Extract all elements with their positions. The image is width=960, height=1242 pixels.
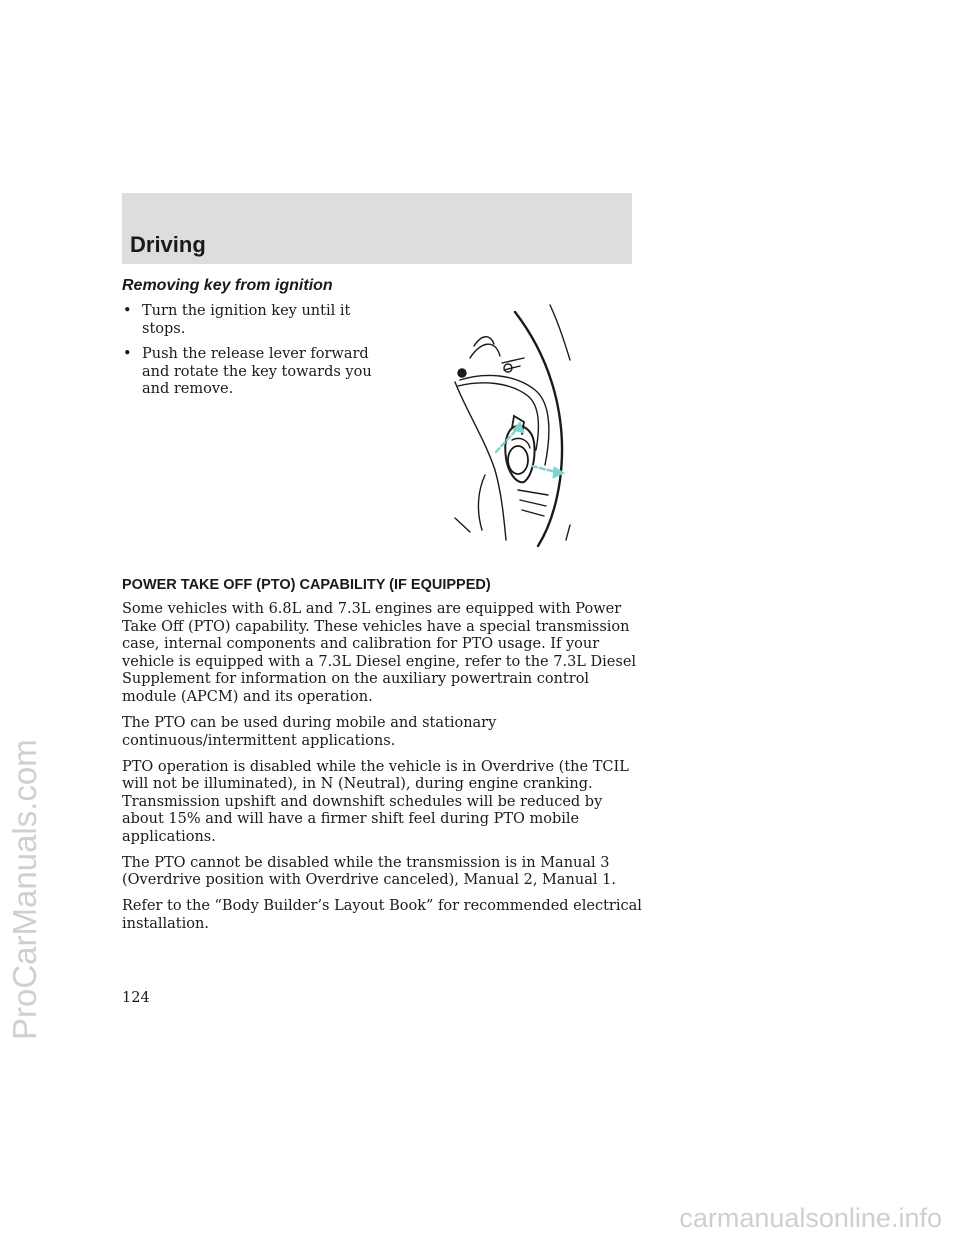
list-item	[122, 303, 382, 338]
paragraph: Refer to the “Body Builder’s Layout Book” for recommended electrical installation.	[122, 898, 642, 933]
bullet-marker: •	[123, 303, 132, 319]
section-title: Driving	[130, 232, 206, 257]
pto-body	[122, 601, 642, 942]
bullet-text: Push the release lever forward and rotate the key towards you and remove.	[142, 346, 372, 397]
paragraph: The PTO can be used during mobile and stationary continuous/intermittent applications.	[122, 714, 497, 749]
pto-heading: POWER TAKE OFF (PTO) CAPABILITY (IF EQUIPPED)	[122, 577, 491, 593]
paragraph: The PTO cannot be disabled while the transmission is in Manual 3 (Overdrive position with Overdrive canceled), Manual 2, Manual 1.	[122, 854, 616, 889]
bullet-text: Turn the ignition key until it stops.	[142, 303, 351, 337]
ignition-heading: Removing key from ignition	[122, 277, 333, 294]
ignition-key-illustration	[440, 300, 590, 550]
bottom-watermark: carmanualsonline.info	[679, 1203, 942, 1233]
paragraph: Some vehicles with 6.8L and 7.3L engines are equipped with Power Take Off (PTO) capability. These vehicles have a special transmission case, internal components and calibration for PTO usage. If your vehicle is equipped with a 7.3L Diesel engine, refer to the 7.3L Diesel Supplement for information on the auxiliary powertrain control module (APCM) and its operation.	[122, 601, 637, 705]
list-item	[122, 346, 382, 399]
bullet-marker: •	[123, 346, 132, 362]
side-watermark: ProCarManuals.com	[6, 739, 43, 1040]
paragraph: PTO operation is disabled while the vehicle is in Overdrive (the TCIL will not be illuminated), in N (Neutral), during engine cranking. Transmission upshift and downshift schedules will be reduced by about 15% and will have a firmer shift feel during PTO mobile applications.	[122, 758, 629, 845]
page-number: 124	[122, 990, 150, 1006]
ignition-steps-list	[122, 303, 382, 407]
